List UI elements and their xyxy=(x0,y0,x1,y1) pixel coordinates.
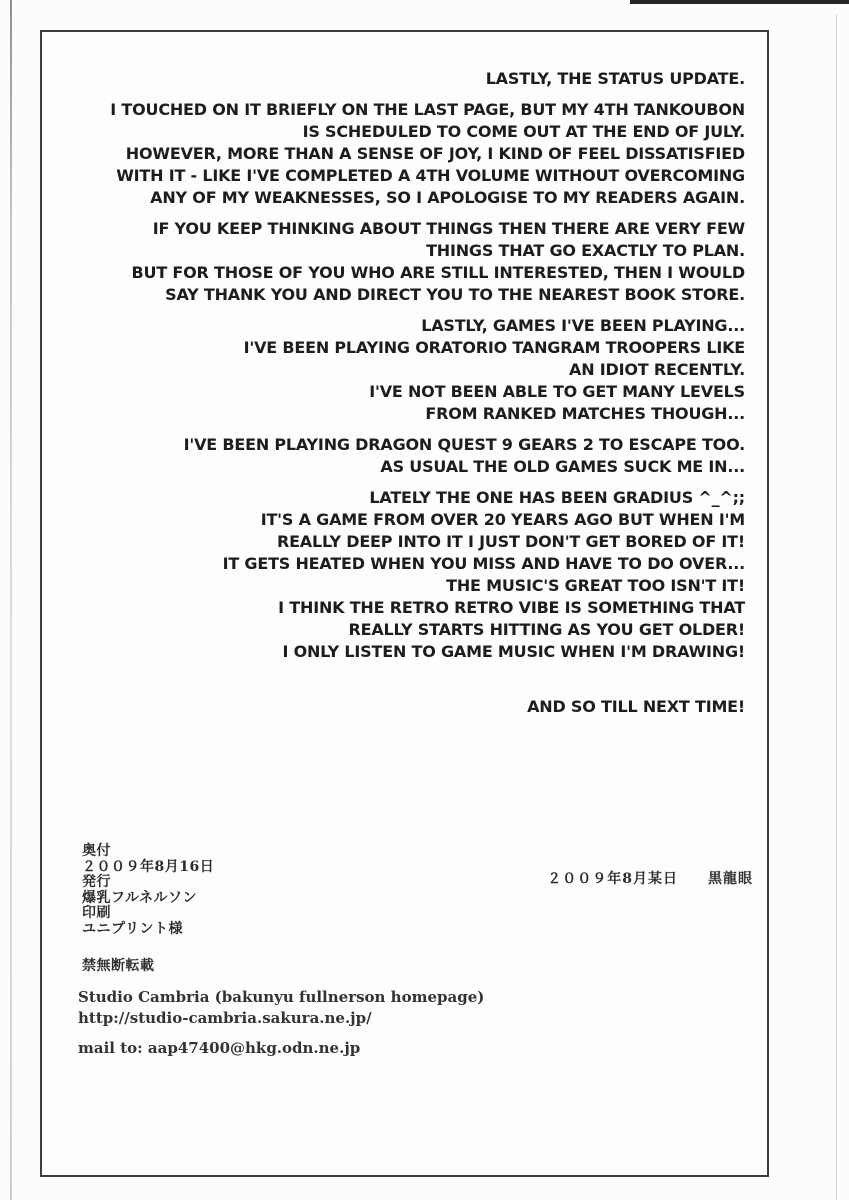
text-line: I'VE BEEN PLAYING DRAGON QUEST 9 GEARS 2 TO ESCAPE TOO. xyxy=(183,435,745,454)
mail-address: mail to: aap47400@hkg.odn.ne.jp xyxy=(78,1039,361,1057)
text-line: LASTLY, GAMES I'VE BEEN PLAYING... xyxy=(421,316,745,335)
text-line: SAY THANK YOU AND DIRECT YOU TO THE NEAREST BOOK STORE. xyxy=(165,285,745,304)
text-line: LASTLY, THE STATUS UPDATE. xyxy=(485,69,745,88)
text-line: THINGS THAT GO EXACTLY TO PLAN. xyxy=(426,241,745,260)
paragraph-tankoubon xyxy=(50,99,745,209)
scan-fold-line xyxy=(10,0,12,1200)
scan-edge-top xyxy=(630,0,849,4)
studio-credits xyxy=(78,987,484,1059)
date-note: ２００９年8月某日 xyxy=(547,871,678,887)
paragraph-status-update xyxy=(50,68,745,90)
text-line: I THINK THE RETRO RETRO VIBE IS SOMETHING THAT xyxy=(278,598,745,617)
text-line: 印刷 xyxy=(82,905,111,921)
homepage-url: http://studio-cambria.sakura.ne.jp/ xyxy=(78,1009,372,1027)
text-line: IF YOU KEEP THINKING ABOUT THINGS THEN THERE ARE VERY FEW xyxy=(152,219,745,238)
text-line: 奥付 xyxy=(82,843,111,859)
text-line: REALLY DEEP INTO IT I JUST DON'T GET BORED OF IT! xyxy=(276,532,745,551)
paragraph-games-oratorio xyxy=(50,315,745,425)
scan-edge-line xyxy=(836,14,837,1200)
text-line: FROM RANKED MATCHES THOUGH... xyxy=(425,404,745,423)
text-line: IS SCHEDULED TO COME OUT AT THE END OF JULY. xyxy=(302,122,745,141)
date-signature xyxy=(547,868,753,888)
text-line: I'VE BEEN PLAYING ORATORIO TANGRAM TROOPERS LIKE xyxy=(243,338,745,357)
afterword-text xyxy=(50,68,745,718)
text-line: REALLY STARTS HITTING AS YOU GET OLDER! xyxy=(348,620,745,639)
text-line: LATELY THE ONE HAS BEEN GRADIUS ^_^;; xyxy=(369,488,745,507)
text-line: AS USUAL THE OLD GAMES SUCK ME IN... xyxy=(380,457,745,476)
text-line: IT GETS HEATED WHEN YOU MISS AND HAVE TO DO OVER... xyxy=(222,554,745,573)
reprint-notice: 禁無断転載 xyxy=(82,958,155,974)
paragraph-dragon-quest xyxy=(50,434,745,478)
text-line: I ONLY LISTEN TO GAME MUSIC WHEN I'M DRAWING! xyxy=(282,642,745,661)
text-line: ２００９年8月16日 xyxy=(82,858,215,875)
page-border-frame xyxy=(40,30,769,1177)
paragraph-gradius xyxy=(50,487,745,663)
text-line: BUT FOR THOSE OF YOU WHO ARE STILL INTERESTED, THEN I WOULD xyxy=(131,263,745,282)
paragraph-plans xyxy=(50,218,745,306)
text-line: 爆乳フルネルソン xyxy=(82,889,198,906)
text-line: IT'S A GAME FROM OVER 20 YEARS AGO BUT WHEN I'M xyxy=(260,510,745,529)
text-line: THE MUSIC'S GREAT TOO ISN'T IT! xyxy=(446,576,745,595)
text-line: WITH IT - LIKE I'VE COMPLETED A 4TH VOLUME WITHOUT OVERCOMING xyxy=(116,166,745,185)
text-line: ANY OF MY WEAKNESSES, SO I APOLOGISE TO MY READERS AGAIN. xyxy=(150,188,745,207)
text-line: AN IDIOT RECENTLY. xyxy=(569,360,745,379)
studio-name: Studio Cambria (bakunyu fullnerson homepage) xyxy=(78,988,485,1006)
text-line: 発行 xyxy=(82,874,111,890)
colophon-japanese xyxy=(82,844,214,937)
text-line: ユニプリント様 xyxy=(82,920,183,937)
text-line: I TOUCHED ON IT BRIEFLY ON THE LAST PAGE, BUT MY 4TH TANKOUBON xyxy=(110,100,745,119)
artist-signature: 黒龍眼 xyxy=(708,871,753,887)
text-line: I'VE NOT BEEN ABLE TO GET MANY LEVELS xyxy=(369,382,745,401)
closing-line: AND SO TILL NEXT TIME! xyxy=(527,697,745,716)
text-line: HOWEVER, MORE THAN A SENSE OF JOY, I KIND OF FEEL DISSATISFIED xyxy=(125,144,745,163)
